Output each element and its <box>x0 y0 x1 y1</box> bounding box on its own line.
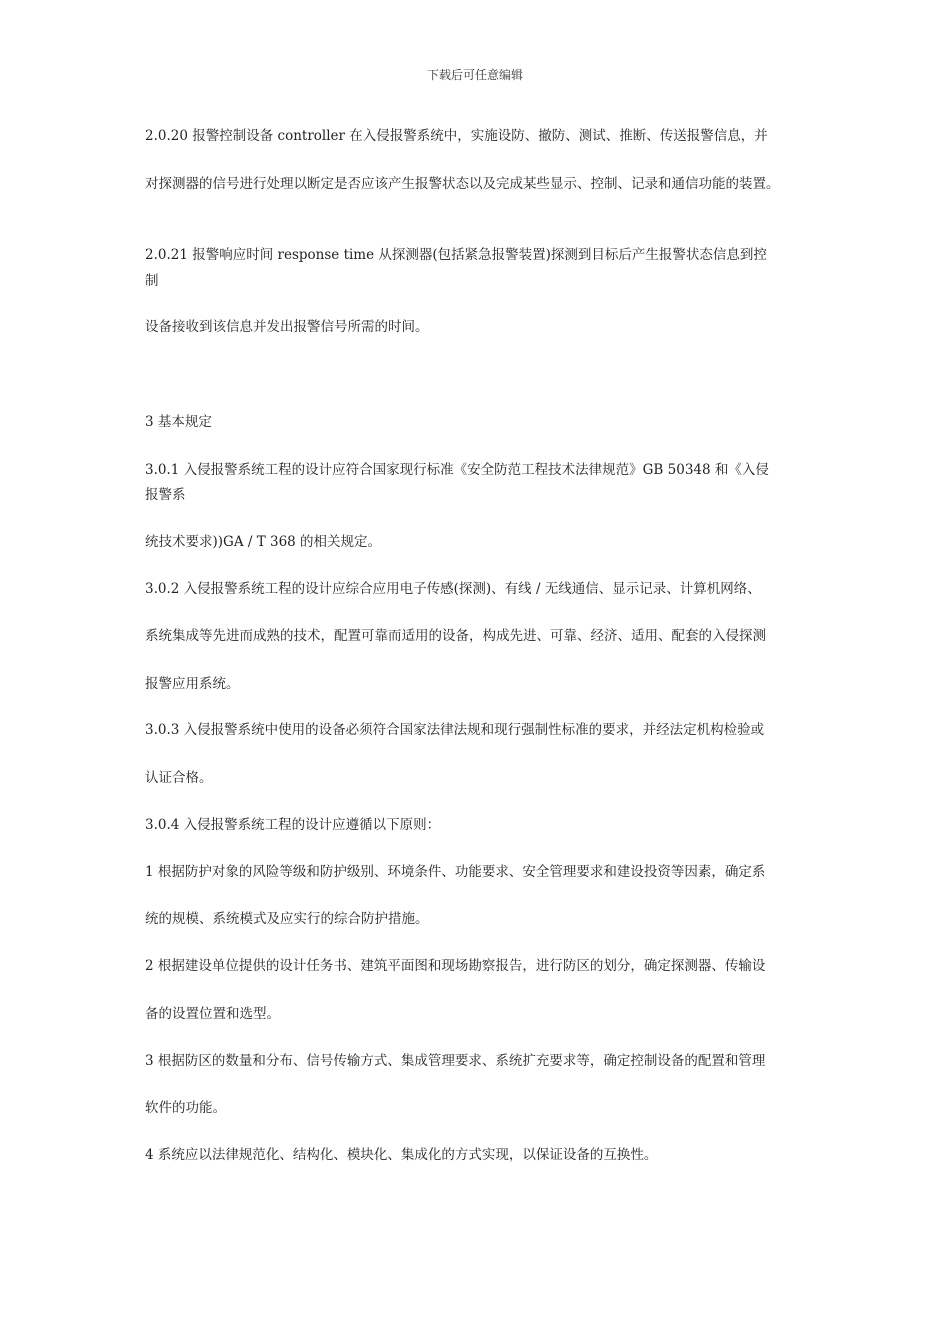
text-line-3-0-1-cont: 统技术要求))GA / T 368 的相关规定。 <box>145 534 382 550</box>
list-item-3: 3 根据防区的数量和分布、信号传输方式、集成管理要求、系统扩充要求等，确定控制设备的配置和管理 <box>145 1053 766 1069</box>
list-item-1: 1 根据防护对象的风险等级和防护级别、环境条件、功能要求、安全管理要求和建设投资等因素，确定系 <box>145 864 766 880</box>
text-line-3-0-2: 3.0.2 入侵报警系统工程的设计应综合应用电子传感(探测)、有线 / 无线通信、显示记录、计算机网络、 <box>145 581 761 597</box>
section-heading-basic-rules: 3 基本规定 <box>145 414 212 430</box>
text-line-3-0-2-end: 报警应用系统。 <box>145 676 240 692</box>
text-line-2-0-21-cont: 设备接收到该信息并发出报警信号所需的时间。 <box>145 319 429 335</box>
text-line-2-0-20: 2.0.20 报警控制设备 controller 在入侵报警系统中，实施设防、撤防、测试、推断、传送报警信息，并 <box>145 128 768 144</box>
text-line-3-0-1: 3.0.1 入侵报警系统工程的设计应符合国家现行标准《安全防范工程技术法律规范》GB 50348 和《入侵 <box>145 462 769 478</box>
page-header: 下载后可任意编辑 <box>426 68 523 82</box>
text-line-3-0-2-cont: 系统集成等先进而成熟的技术，配置可靠而适用的设备，构成先进、可靠、经济、适用、配套的入侵探测 <box>145 628 766 644</box>
list-item-2-cont: 备的设置位置和选型。 <box>145 1006 280 1022</box>
list-item-2: 2 根据建设单位提供的设计任务书、建筑平面图和现场勘察报告，进行防区的划分，确定探测器、传输设 <box>145 958 766 974</box>
list-item-3-cont: 软件的功能。 <box>145 1100 226 1116</box>
text-line-3-0-3: 3.0.3 入侵报警系统中使用的设备必须符合国家法律法规和现行强制性标准的要求，并经法定机构检验或 <box>145 722 765 738</box>
list-item-1-cont: 统的规模、系统模式及应实行的综合防护措施。 <box>145 911 429 927</box>
text-line-2-0-21-wrap: 制 <box>145 273 159 289</box>
text-line-3-0-4: 3.0.4 入侵报警系统工程的设计应遵循以下原则： <box>145 817 441 833</box>
text-line-3-0-1-wrap: 报警系 <box>145 487 186 503</box>
text-line-2-0-21: 2.0.21 报警响应时间 response time 从探测器(包括紧急报警装置)探测到目标后产生报警状态信息到控 <box>145 247 767 263</box>
text-line-2-0-20-cont: 对探测器的信号进行处理以断定是否应该产生报警状态以及完成某些显示、控制、记录和通信功能的装置。 <box>145 176 780 192</box>
text-line-3-0-3-cont: 认证合格。 <box>145 770 213 786</box>
list-item-4: 4 系统应以法律规范化、结构化、模块化、集成化的方式实现，以保证设备的互换性。 <box>145 1147 658 1163</box>
